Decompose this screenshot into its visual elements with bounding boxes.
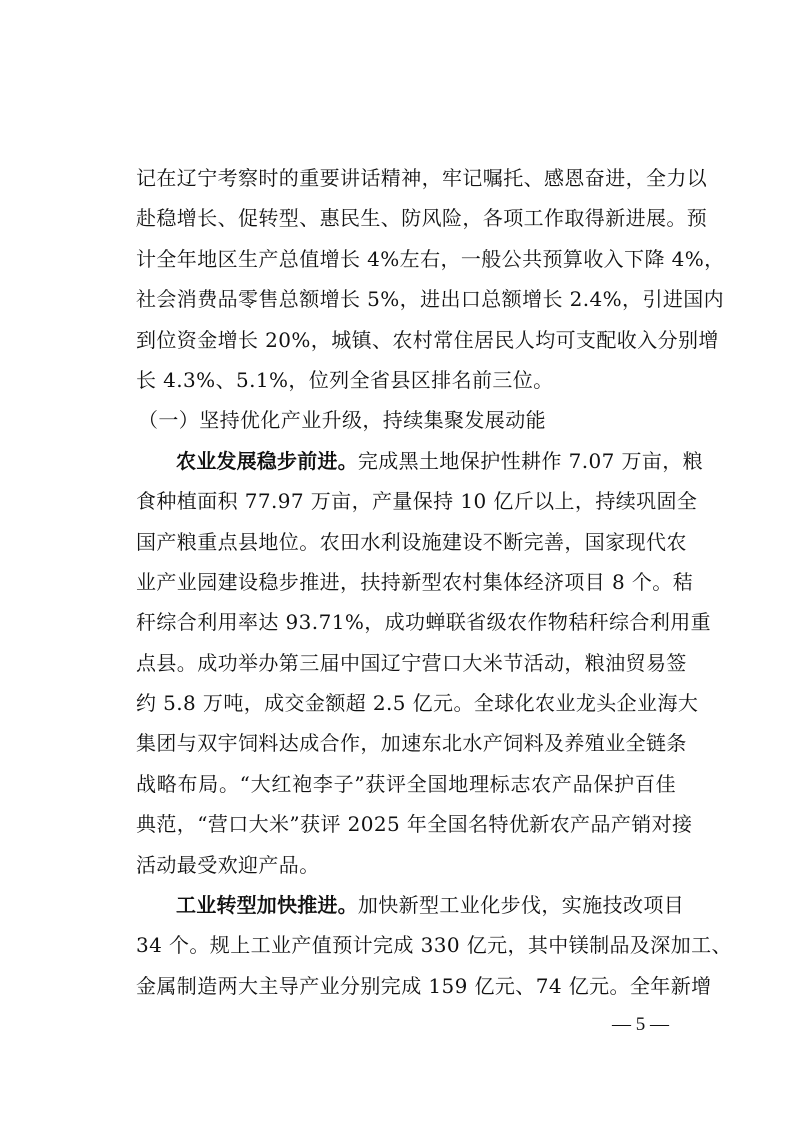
text-line: 国产粮重点县地位。农田水利设施建设不断完善，国家现代农 [136, 529, 687, 554]
text-line: 金属制造两大主导产业分别完成 159 亿元、74 亿元。全年新增 [136, 973, 712, 998]
page-number: — 5 — [612, 1014, 669, 1035]
text-line: 社会消费品零售总额增长 5%，进出口总额增长 2.4%，引进国内 [136, 287, 725, 312]
paragraph-first-line [136, 885, 685, 925]
agriculture-paragraph [136, 441, 712, 885]
paragraph-lead: 农业发展稳步前进。 [176, 448, 358, 473]
document-body [136, 158, 732, 1006]
text-line: 食种植面积 77.97 万亩，产量保持 10 亿斤以上，持续巩固全 [136, 489, 698, 514]
text-line: 典范，“营口大米”获评 2025 年全国名特优新农产品产销对接 [136, 812, 693, 837]
text-line: 赴稳增长、促转型、惠民生、防风险，各项工作取得新进展。预 [136, 206, 708, 231]
text-line: 长 4.3%、5.1%，位列全省县区排名前三位。 [136, 367, 554, 392]
paragraph-first-line [136, 441, 704, 481]
text-segment: 完成黑土地保护性耕作 7.07 万亩，粮 [357, 448, 704, 473]
text-segment: 加快新型工业化步伐，实施技改项目 [357, 893, 685, 918]
text-line: 记在辽宁考察时的重要讲话精神，牢记嘱托、感恩奋进，全力以 [136, 166, 708, 190]
text-line: 活动最受欢迎产品。 [136, 852, 320, 877]
intro-paragraph [136, 158, 725, 400]
text-line: 到位资金增长 20%，城镇、农村常住居民人均可支配收入分别增 [136, 327, 719, 352]
text-line: 约 5.8 万吨，成交金额超 2.5 亿元。全球化农业龙头企业海大 [136, 691, 699, 716]
text-line: 业产业园建设稳步推进，扶持新型农村集体经济项目 8 个。秸 [136, 569, 694, 594]
text-line: 34 个。规上工业产值预计完成 330 亿元，其中镁制品及深加工、 [136, 933, 732, 958]
industry-paragraph [136, 885, 732, 1006]
text-line: 点县。成功举办第三届中国辽宁营口大米节活动，粮油贸易签 [136, 650, 687, 675]
section-heading: （一）坚持优化产业升级，持续集聚发展动能 [138, 408, 546, 433]
text-line: 秆综合利用率达 93.71%，成功蝉联省级农作物秸秆综合利用重 [136, 610, 712, 635]
text-line: 集团与双宇饲料达成合作，加速东北水产饲料及养殖业全链条 [136, 731, 687, 756]
text-line: 计全年地区生产总值增长 4%左右，一般公共预算收入下降 4%， [136, 246, 725, 271]
paragraph-lead: 工业转型加快推进。 [176, 893, 358, 918]
text-line: 战略布局。“大红袍李子”获评全国地理标志农产品保护百佳 [136, 771, 676, 796]
